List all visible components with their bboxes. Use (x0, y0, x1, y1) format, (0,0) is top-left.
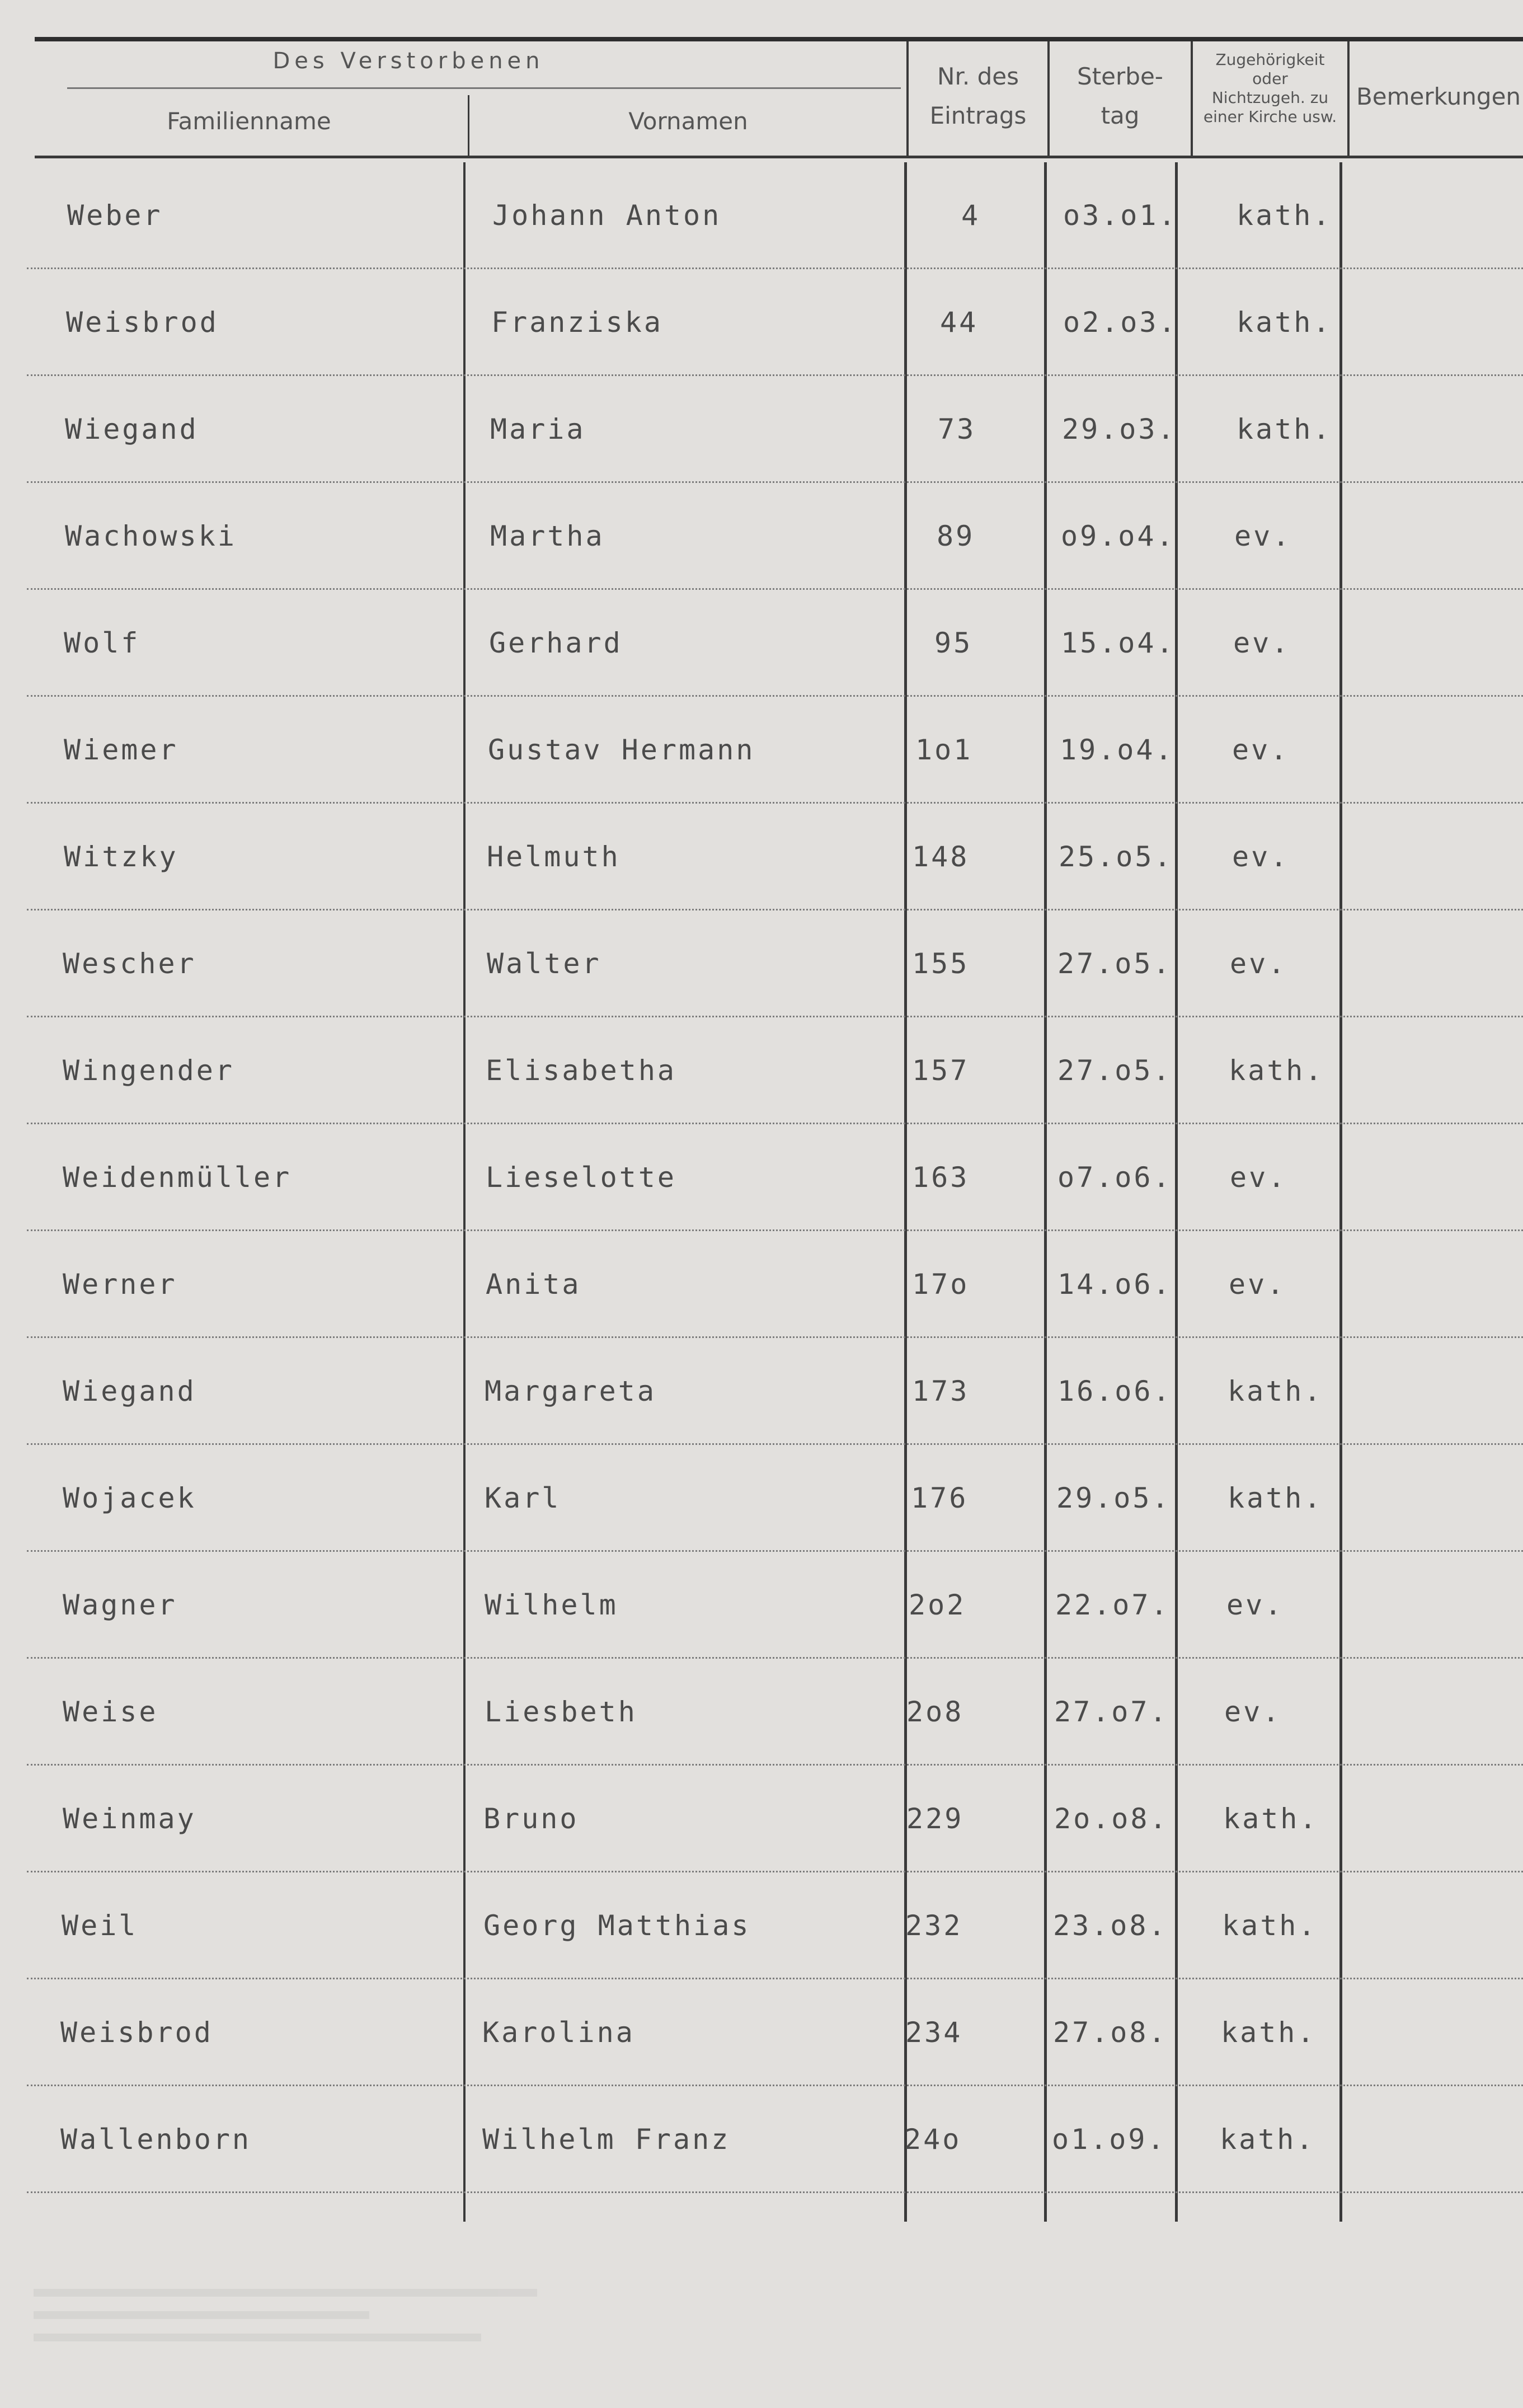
cell-nr: 163 (912, 1161, 970, 1194)
table-row (0, 1124, 1523, 1231)
header-sep-1 (468, 95, 469, 157)
cell-sterbetag: 29.o5. (1056, 1482, 1171, 1514)
cell-familienname: Weise (63, 1696, 158, 1728)
table-row (0, 376, 1523, 483)
cell-kirche: ev. (1234, 520, 1292, 552)
cell-sterbetag: 27.o7. (1054, 1696, 1169, 1728)
cell-kirche: kath. (1220, 2123, 1315, 2156)
cell-sterbetag: 19.o4. (1060, 734, 1174, 766)
cell-kirche: kath. (1221, 2016, 1317, 2049)
cell-nr: 24o (904, 2123, 962, 2156)
cell-familienname: Wachowski (65, 520, 237, 552)
cell-sterbetag: 15.o4. (1061, 627, 1176, 659)
table-row (0, 1017, 1523, 1124)
cell-kirche: ev. (1230, 947, 1287, 980)
table-row (0, 1979, 1523, 2086)
cell-familienname: Weil (62, 1909, 138, 1942)
table-row (0, 162, 1523, 269)
cell-kirche: kath. (1228, 1375, 1323, 1407)
table-row (0, 1445, 1523, 1552)
table-row (0, 1766, 1523, 1872)
cell-vornamen: Franziska (491, 306, 663, 339)
cell-nr: 234 (905, 2016, 963, 2049)
table-row (0, 1338, 1523, 1445)
cell-vornamen: Maria (490, 413, 586, 445)
cell-kirche: ev. (1224, 1696, 1282, 1728)
cell-sterbetag: 23.o8. (1053, 1909, 1168, 1942)
cell-nr: 89 (937, 520, 975, 552)
cell-familienname: Wiemer (64, 734, 178, 766)
table-row (0, 1552, 1523, 1659)
cell-nr: 4 (961, 199, 981, 232)
cell-vornamen: Liesbeth (485, 1696, 637, 1728)
table-row (0, 590, 1523, 697)
cell-sterbetag: o9.o4. (1061, 520, 1176, 552)
cell-familienname: Weisbrod (66, 306, 219, 339)
cell-sterbetag: 27.o5. (1057, 1054, 1172, 1087)
table-row (0, 483, 1523, 590)
table-row (0, 269, 1523, 376)
cell-nr: 232 (905, 1909, 963, 1942)
cell-vornamen: Lieselotte (486, 1161, 677, 1194)
cell-sterbetag: o3.o1. (1063, 199, 1178, 232)
cell-nr: 155 (912, 947, 970, 980)
cell-kirche: ev. (1232, 734, 1290, 766)
cell-kirche: ev. (1232, 841, 1290, 873)
cell-sterbetag: 16.o6. (1057, 1375, 1172, 1407)
cell-familienname: Werner (63, 1268, 177, 1301)
table-top-rule (35, 37, 1523, 41)
cell-sterbetag: o7.o6. (1057, 1161, 1172, 1194)
cell-familienname: Weisbrod (60, 2016, 213, 2049)
cell-nr: 157 (912, 1054, 970, 1087)
cell-nr: 2o8 (906, 1696, 964, 1728)
cell-familienname: Wagner (63, 1589, 177, 1621)
cell-vornamen: Gustav Hermann (488, 734, 755, 766)
header-group-title: Des Verstorbenen (272, 48, 544, 74)
cell-nr: 229 (906, 1803, 964, 1835)
table-row (0, 910, 1523, 1017)
cell-kirche: kath. (1222, 1909, 1318, 1942)
cell-nr: 148 (912, 841, 970, 873)
header-bemerkungen: Bemerkungen (1356, 83, 1521, 110)
cell-familienname: Wingender (63, 1054, 234, 1087)
cell-kirche: ev. (1230, 1161, 1287, 1194)
header-sep-5 (1347, 41, 1350, 157)
cell-familienname: Wallenborn (60, 2123, 252, 2156)
header-zug-line2: oder (1252, 69, 1288, 88)
cell-vornamen: Karl (485, 1482, 561, 1514)
header-nr-line1: Nr. des (937, 63, 1019, 90)
cell-familienname: Weidenmüller (63, 1161, 292, 1194)
table-row (0, 2086, 1523, 2193)
cell-nr: 17o (912, 1268, 970, 1301)
header-nr-line2: Eintrags (929, 102, 1027, 129)
header-subdivider (67, 87, 901, 89)
cell-kirche: kath. (1237, 306, 1332, 339)
cell-kirche: ev. (1229, 1268, 1286, 1301)
header-zug-line4: einer Kirche usw. (1203, 107, 1337, 126)
cell-kirche: kath. (1229, 1054, 1324, 1087)
table-row (0, 1872, 1523, 1979)
header-vornamen: Vornamen (628, 107, 748, 135)
cell-vornamen: Walter (487, 947, 601, 980)
cell-vornamen: Johann Anton (492, 199, 722, 232)
cell-kirche: kath. (1223, 1803, 1319, 1835)
cell-sterbetag: 27.o8. (1053, 2016, 1168, 2049)
table-row (0, 804, 1523, 910)
cell-vornamen: Wilhelm Franz (482, 2123, 731, 2156)
header-sep-2 (906, 41, 909, 157)
header-sep-4 (1191, 41, 1193, 157)
cell-familienname: Wojacek (63, 1482, 196, 1514)
cell-vornamen: Gerhard (489, 627, 623, 659)
cell-vornamen: Georg Matthias (483, 1909, 751, 1942)
header-zug-line3: Nichtzugeh. zu (1211, 88, 1329, 107)
cell-sterbetag: 27.o5. (1057, 947, 1172, 980)
cell-sterbetag: 14.o6. (1057, 1268, 1172, 1301)
table-row (0, 1231, 1523, 1338)
table-row (0, 697, 1523, 804)
cell-nr: 73 (938, 413, 976, 445)
cell-vornamen: Wilhelm (485, 1589, 618, 1621)
cell-nr: 173 (912, 1375, 970, 1407)
cell-nr: 2o2 (909, 1589, 966, 1621)
cell-sterbetag: o1.o9. (1052, 2123, 1167, 2156)
cell-sterbetag: 29.o3. (1062, 413, 1177, 445)
header-zug-line1: Zugehörigkeit (1215, 50, 1325, 69)
header-sep-3 (1047, 41, 1050, 157)
cell-familienname: Witzky (64, 841, 178, 873)
header-sterbe-line2: tag (1101, 102, 1140, 129)
cell-familienname: Wolf (64, 627, 140, 659)
faded-imprint (34, 2289, 705, 2356)
cell-nr: 176 (911, 1482, 969, 1514)
cell-sterbetag: 22.o7. (1055, 1589, 1170, 1621)
cell-vornamen: Elisabetha (486, 1054, 677, 1087)
cell-kirche: kath. (1228, 1482, 1323, 1514)
cell-sterbetag: o2.o3. (1063, 306, 1178, 339)
cell-vornamen: Martha (490, 520, 605, 552)
cell-kirche: ev. (1233, 627, 1291, 659)
cell-familienname: Weinmay (63, 1803, 196, 1835)
cell-familienname: Weber (67, 199, 163, 232)
cell-familienname: Wescher (63, 947, 196, 980)
cell-sterbetag: 2o.o8. (1054, 1803, 1169, 1835)
cell-kirche: kath. (1237, 413, 1332, 445)
cell-familienname: Wiegand (65, 413, 199, 445)
cell-nr: 44 (940, 306, 979, 339)
cell-kirche: kath. (1237, 199, 1332, 232)
cell-kirche: ev. (1226, 1589, 1284, 1621)
header-sterbe-line1: Sterbe- (1077, 63, 1163, 90)
row-dotted-rule (27, 2191, 1523, 2193)
table-row (0, 1659, 1523, 1766)
cell-vornamen: Karolina (482, 2016, 635, 2049)
header-familienname: Familienname (167, 107, 331, 135)
table-header-rule (35, 156, 1523, 158)
cell-familienname: Wiegand (63, 1375, 196, 1407)
cell-vornamen: Helmuth (487, 841, 621, 873)
cell-sterbetag: 25.o5. (1059, 841, 1173, 873)
cell-vornamen: Anita (486, 1268, 581, 1301)
cell-vornamen: Margareta (485, 1375, 656, 1407)
cell-nr: 95 (934, 627, 973, 659)
cell-vornamen: Bruno (483, 1803, 579, 1835)
cell-nr: 1o1 (915, 734, 973, 766)
